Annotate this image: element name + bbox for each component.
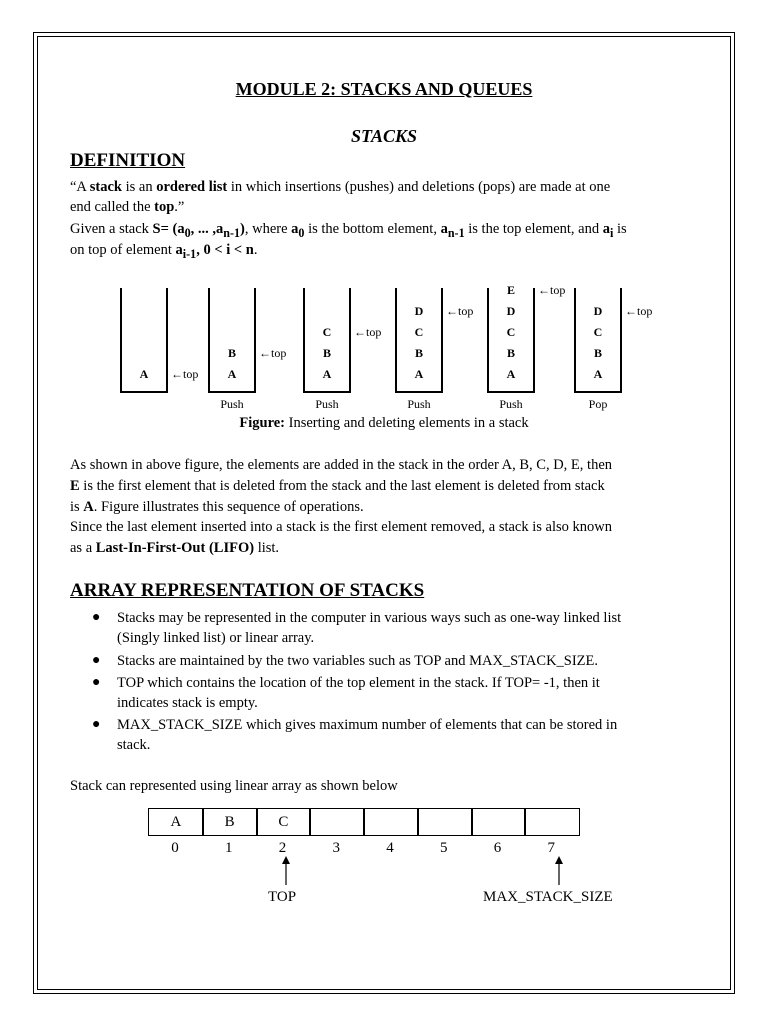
array-cell [363, 808, 419, 836]
array-intro: Stack can represented using linear array as shown below [70, 778, 398, 794]
pointer-arrows [0, 855, 768, 890]
stack-item: D [506, 304, 516, 318]
array-index: 3 [332, 840, 340, 856]
array-cell [417, 808, 473, 836]
stack-item: C [322, 325, 332, 339]
array-cell: A [148, 808, 204, 836]
stack-item: D [414, 304, 424, 318]
definition-heading: DEFINITION [70, 150, 186, 171]
bullet-text: Stacks may be represented in the computer in various ways such as one-way linked list [117, 610, 622, 626]
figure-caption: Figure: Inserting and deleting elements in a stack [239, 415, 529, 431]
module-title: MODULE 2: STACKS AND QUEUES [235, 79, 533, 99]
array-index: 7 [547, 840, 555, 856]
array-cell [524, 808, 580, 836]
array-cell: C [256, 808, 312, 836]
max-stack-size-label: MAX_STACK_SIZE [483, 889, 613, 905]
stack-item: B [227, 346, 237, 360]
stack-item: A [227, 367, 237, 381]
stack-item: A [139, 367, 149, 381]
top-pointer: ←top [259, 346, 287, 360]
stack-item: B [593, 346, 603, 360]
stack-item: C [506, 325, 516, 339]
top-pointer: ←top [625, 304, 653, 318]
top-pointer: ←top [171, 367, 199, 381]
bullet-text: TOP which contains the location of the top element in the stack. If TOP= -1, then it [117, 675, 600, 691]
array-section-heading: ARRAY REPRESENTATION OF STACKS [70, 580, 425, 601]
stack-item: D [593, 304, 603, 318]
bullet-symbol: ● [92, 675, 101, 690]
array-index: 0 [171, 840, 179, 856]
bullet-text: (Singly linked list) or linear array. [117, 630, 315, 646]
definition-quote-line1: “A stack is an ordered list in which insertions (pushes) and deletions (pops) are made at one [70, 179, 611, 195]
max-arrow-head [555, 856, 563, 864]
stack-item: B [414, 346, 424, 360]
top-pointer-label: TOP [268, 889, 297, 905]
array-cell [309, 808, 365, 836]
array-index: 5 [440, 840, 448, 856]
bullet-text: Stacks are maintained by the two variables such as TOP and MAX_STACK_SIZE. [117, 653, 599, 669]
array-index: 6 [493, 840, 502, 856]
stack-item: B [506, 346, 516, 360]
stack-item: E [506, 283, 516, 297]
section-title: STACKS [350, 126, 418, 146]
definition-line3: on top of element $a_{i-1}$, 0 < i < n. [70, 242, 258, 261]
bullet-symbol: ● [92, 653, 101, 668]
operation-label: Push [220, 397, 244, 411]
stack-figure [0, 280, 768, 420]
stack-item: C [414, 325, 424, 339]
stack-item: A [414, 367, 424, 381]
operation-label: Push [407, 397, 431, 411]
bullet-text: MAX_STACK_SIZE which gives maximum number of elements that can be stored in [117, 717, 618, 733]
bullet-text: stack. [117, 737, 151, 753]
explanation-line2: E is the first element that is deleted from the stack and the last element is deleted from stack [70, 478, 605, 494]
operation-label: Pop [588, 397, 608, 411]
explanation-line4: Since the last element inserted into a stack is the first element removed, a stack is also known [70, 519, 612, 535]
definition-given-line: Given a stack $S= (a_0$, ... $,a_{n-1}$), where $a_0$ is the bottom element, $a_{n-1}$ is the top element, and $a_i$ is [70, 221, 627, 240]
bullet-symbol: ● [92, 717, 101, 732]
bullet-symbol: ● [92, 610, 101, 625]
stack-item: A [506, 367, 516, 381]
array-index: 4 [386, 840, 394, 856]
top-arrow-head [282, 856, 290, 864]
operation-label: Push [499, 397, 523, 411]
top-pointer: ←top [538, 283, 566, 297]
array-index: 1 [225, 840, 233, 856]
explanation-line1: As shown in above figure, the elements are added in the stack in the order A, B, C, D, E, then [70, 457, 613, 473]
stack-item: B [322, 346, 332, 360]
array-cell: B [202, 808, 258, 836]
top-pointer: ←top [354, 325, 382, 339]
stack-item: A [593, 367, 603, 381]
stack-item: C [593, 325, 603, 339]
explanation-line5: as a Last-In-First-Out (LIFO) list. [70, 540, 280, 556]
operation-label: Push [315, 397, 339, 411]
bullet-text: indicates stack is empty. [117, 695, 258, 711]
top-pointer: ←top [446, 304, 474, 318]
array-cell [471, 808, 527, 836]
explanation-line3: is A. Figure illustrates this sequence of operations. [70, 499, 364, 515]
definition-quote-line2: end called the top.” [70, 199, 185, 215]
array-index: 2 [278, 840, 287, 856]
stack-item: A [322, 367, 332, 381]
